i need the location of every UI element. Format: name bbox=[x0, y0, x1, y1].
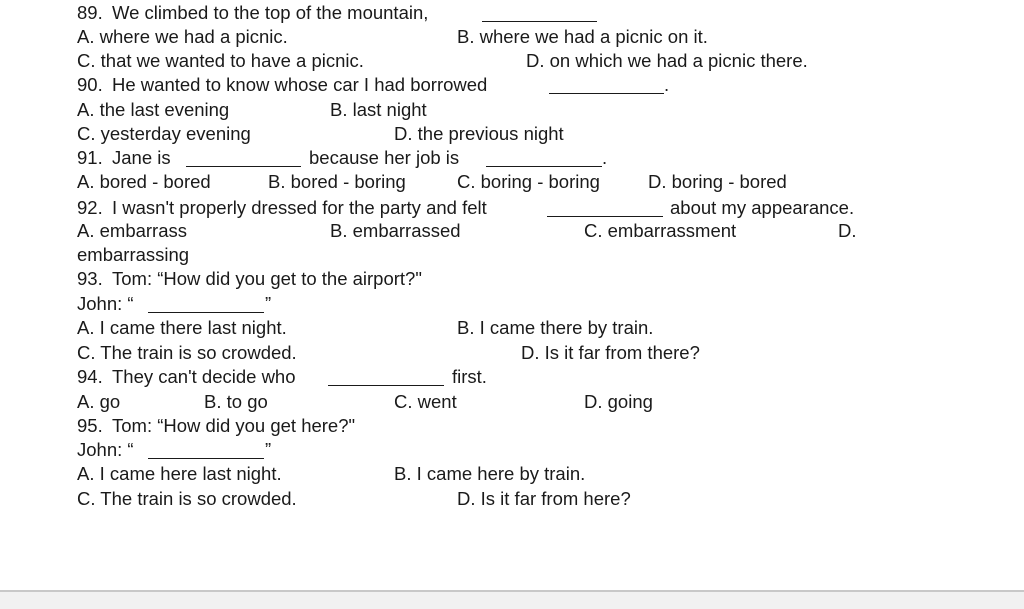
option-b: B. last night bbox=[330, 99, 427, 120]
question-93-options-row-2 bbox=[0, 341, 1024, 365]
option-d: D. boring - bored bbox=[648, 171, 787, 192]
option-c: C. The train is so crowded. bbox=[77, 342, 297, 363]
question-90-stem bbox=[0, 73, 1024, 97]
question-89-options-row-2 bbox=[0, 49, 1024, 73]
question-92-options-wrap bbox=[0, 243, 1024, 267]
option-b: B. where we had a picnic on it. bbox=[457, 26, 708, 47]
question-91-stem bbox=[0, 146, 1024, 170]
option-a: A. I came there last night. bbox=[77, 317, 287, 338]
question-text: Jane is bbox=[112, 147, 171, 168]
option-a: A. where we had a picnic. bbox=[77, 26, 288, 47]
reply-speaker: John: “ bbox=[77, 293, 134, 314]
option-d: D. Is it far from there? bbox=[521, 342, 700, 363]
question-text-end: first. bbox=[452, 366, 487, 387]
question-number: 90. bbox=[77, 74, 103, 95]
option-a: A. I came here last night. bbox=[77, 463, 282, 484]
question-text: They can't decide who bbox=[112, 366, 296, 387]
question-number: 92. bbox=[77, 197, 103, 218]
answer-blank bbox=[549, 73, 664, 94]
question-text-middle: because her job is bbox=[309, 147, 460, 168]
question-text-end: about my appearance. bbox=[670, 197, 855, 218]
question-89-options-row-1 bbox=[0, 25, 1024, 49]
option-c: C. went bbox=[394, 391, 457, 412]
page-bottom-bar bbox=[0, 590, 1024, 609]
question-text: We climbed to the top of the mountain, bbox=[112, 2, 429, 23]
question-number: 91. bbox=[77, 147, 103, 168]
option-c: C. The train is so crowded. bbox=[77, 488, 297, 509]
question-93-options-row-1 bbox=[0, 316, 1024, 340]
option-b: B. bored - boring bbox=[268, 171, 406, 192]
question-text-end: . bbox=[664, 74, 670, 95]
option-d: D. Is it far from here? bbox=[457, 488, 631, 509]
option-a: A. bored - bored bbox=[77, 171, 211, 192]
question-94-options bbox=[0, 390, 1024, 414]
question-95-options-row-1 bbox=[0, 462, 1024, 486]
question-number: 93. bbox=[77, 268, 103, 289]
question-92-options bbox=[0, 219, 1024, 243]
option-d: D. the previous night bbox=[394, 123, 564, 144]
question-93-reply bbox=[0, 292, 1024, 316]
option-d: D. on which we had a picnic there. bbox=[526, 50, 808, 71]
reply-close-quote: ” bbox=[265, 293, 272, 314]
option-d-text: embarrassing bbox=[77, 244, 190, 265]
question-95-stem bbox=[0, 414, 1024, 438]
answer-blank bbox=[148, 292, 264, 313]
question-94-stem bbox=[0, 365, 1024, 389]
question-text: I wasn't properly dressed for the party and felt bbox=[112, 197, 487, 218]
question-95-options-row-2 bbox=[0, 487, 1024, 511]
answer-blank-2 bbox=[486, 146, 602, 167]
question-90-options-row-2 bbox=[0, 122, 1024, 146]
option-a: A. embarrass bbox=[77, 220, 188, 241]
option-b: B. I came here by train. bbox=[394, 463, 586, 484]
option-c: C. boring - boring bbox=[457, 171, 600, 192]
question-text: Tom: “How did you get here?" bbox=[112, 415, 356, 436]
question-number: 95. bbox=[77, 415, 103, 436]
option-d: D. going bbox=[584, 391, 653, 412]
reply-speaker: John: “ bbox=[77, 439, 134, 460]
question-91-options bbox=[0, 170, 1024, 194]
answer-blank-1 bbox=[186, 146, 301, 167]
option-c: C. embarrassment bbox=[584, 220, 737, 241]
option-b: B. I came there by train. bbox=[457, 317, 654, 338]
question-93-stem bbox=[0, 267, 1024, 291]
question-89-stem bbox=[0, 1, 1024, 25]
option-a: A. go bbox=[77, 391, 121, 412]
question-number: 94. bbox=[77, 366, 103, 387]
question-90-options-row-1 bbox=[0, 98, 1024, 122]
reply-close-quote: ” bbox=[265, 439, 272, 460]
answer-blank bbox=[547, 196, 663, 217]
question-95-reply bbox=[0, 438, 1024, 462]
option-d-label: D. bbox=[838, 220, 857, 241]
answer-blank bbox=[148, 438, 264, 459]
question-text: He wanted to know whose car I had borrowed bbox=[112, 74, 488, 95]
question-92-stem bbox=[0, 196, 1024, 220]
answer-blank bbox=[482, 1, 597, 22]
answer-blank bbox=[328, 365, 444, 386]
option-b: B. to go bbox=[204, 391, 268, 412]
question-number: 89. bbox=[77, 2, 103, 23]
option-c: C. yesterday evening bbox=[77, 123, 251, 144]
question-text-end: . bbox=[602, 147, 608, 168]
option-c: C. that we wanted to have a picnic. bbox=[77, 50, 364, 71]
question-text: Tom: “How did you get to the airport?" bbox=[112, 268, 422, 289]
option-a: A. the last evening bbox=[77, 99, 230, 120]
option-b: B. embarrassed bbox=[330, 220, 461, 241]
